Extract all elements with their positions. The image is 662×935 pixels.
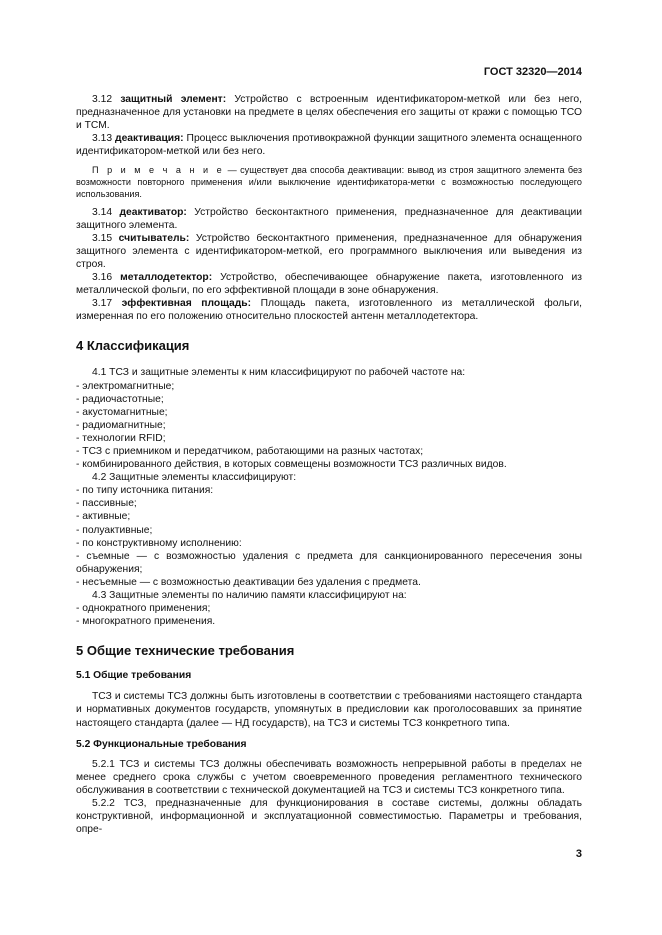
paragraph-4-3: 4.3 Защитные элементы по наличию памяти классифицируют на: (92, 590, 407, 602)
list-item: - радиочастотные; (76, 393, 164, 405)
list-item: - технологии RFID; (76, 432, 166, 444)
list-item: - многократного применения. (76, 616, 216, 628)
paragraph-5-2-1: 5.2.1 ТСЗ и системы ТСЗ должны обеспечивать возможность непрерывной работы в пределах не менее среднего срока службы с учетом своевременного проведения регламентного технического обслуживания в соответствии с технической документацией на ТСЗ и системы ТСЗ конкретного типа. (76, 758, 582, 796)
definition-term: защитный элемент: (120, 94, 227, 105)
page-number: 3 (575, 848, 582, 860)
definition-number: 3.15 (92, 232, 113, 244)
definition-3-16 (76, 271, 582, 297)
paragraph-4-1: 4.1 ТСЗ и защитные элементы к ним классифицируют по рабочей частоте на: (92, 367, 466, 379)
definition-text: Устройство с встроенным идентификатором-меткой или без него, предназначенное для установки на предмете в целях обеспечения его защиты от кражи с помощью ТСО и ТСМ. (76, 94, 582, 132)
definition-number: 3.14 (92, 206, 113, 218)
paragraph-5-2-2: 5.2.2 ТСЗ, предназначенные для функционирования в составе системы, должны обладать конструктивной, информационной и эксплуатационной совместимостью. Параметры и требования, опре- (76, 798, 582, 836)
definition-term: считыватель: (118, 232, 190, 244)
definition-number: 3.16 (92, 272, 113, 284)
definition-term: эффективная площадь: (121, 298, 252, 310)
definition-term: деактиватор: (119, 206, 187, 218)
list-item: - пассивные; (76, 498, 137, 510)
list-item: - полуактивные; (76, 524, 153, 536)
section-4-heading: 4 Классификация (76, 338, 190, 354)
note-text: — существует два способа деактивации: вывод из строя защитного элемента без возможности повторного применения и/или выключение идентификатора-метки с возможностью последующего использования. (76, 165, 583, 199)
document-id-header: ГОСТ 32320—2014 (483, 66, 582, 78)
subsection-5-1-heading: 5.1 Общие требования (76, 670, 192, 682)
list-item: - комбинированного действия, в которых совмещены возможности ТСЗ различных видов. (76, 459, 507, 471)
definition-3-17 (76, 297, 582, 323)
paragraph-4-2: 4.2 Защитные элементы классифицируют: (92, 472, 297, 484)
list-item-removable: - съемные — с возможностью удаления с предмета для санкционированного пересечения зоны обнаружения; (76, 550, 582, 575)
list-item: - акустомагнитные; (76, 406, 168, 418)
note-label: П р и м е ч а н и е (92, 165, 225, 176)
note-paragraph (76, 165, 582, 200)
definition-text: Устройство бесконтактного применения, предназначенное для обнаружения защитного элемента с идентификатором-меткой, его программного выключения или выведения из строя. (76, 232, 582, 270)
paragraph-5-1: ТСЗ и системы ТСЗ должны быть изготовлены в соответствии с требованиями настоящего стандарта и нормативных документов государств, упомянутых в предисловии как проголосовавших за принятие настоящего стандарта (далее — НД государств), на ТСЗ и системы ТСЗ конкретного типа. (76, 691, 582, 729)
list-item: - однократного применения; (76, 603, 211, 615)
list-item: - по конструктивному исполнению: (76, 537, 242, 549)
definition-text: Процесс выключения противокражной функции защитного элемента оснащенного идентификатором-меткой или без него. (76, 133, 582, 158)
definition-3-12 (76, 93, 582, 132)
definition-3-15 (76, 232, 582, 271)
definition-text: Устройство бесконтактного применения, предназначенное для деактивации защитного элемента. (76, 206, 582, 231)
definition-3-13 (76, 132, 582, 158)
list-item: - ТСЗ с приемником и передатчиком, работающими на разных частотах; (76, 445, 424, 457)
definition-number: 3.17 (92, 298, 113, 310)
definition-number: 3.12 (92, 94, 113, 105)
list-item-nonremovable: - несъемные — с возможностью деактивации без удаления с предмета. (76, 576, 421, 588)
definition-text: Устройство, обеспечивающее обнаружение пакета, изготовленного из металлической фольги, по его эффективной площади в зоне обнаружения. (76, 272, 582, 297)
list-item: - по типу источника питания: (76, 485, 214, 497)
document-body (76, 93, 582, 836)
list-item: - активные; (76, 511, 131, 523)
list-item: - радиомагнитные; (76, 419, 166, 431)
definition-term: деактивация: (115, 133, 184, 145)
section-5-heading: 5 Общие технические требования (76, 643, 295, 659)
definition-term: металлодетектор: (120, 272, 213, 284)
list-item: - электромагнитные; (76, 380, 175, 392)
definition-number: 3.13 (92, 133, 113, 145)
subsection-5-2-heading: 5.2 Функциональные требования (76, 738, 247, 750)
definition-3-14 (76, 206, 582, 232)
definition-text: Площадь пакета, изготовленного из металлической фольги, измеренная по его положению относительно плоскостей антенн металлодетектора. (76, 298, 582, 323)
